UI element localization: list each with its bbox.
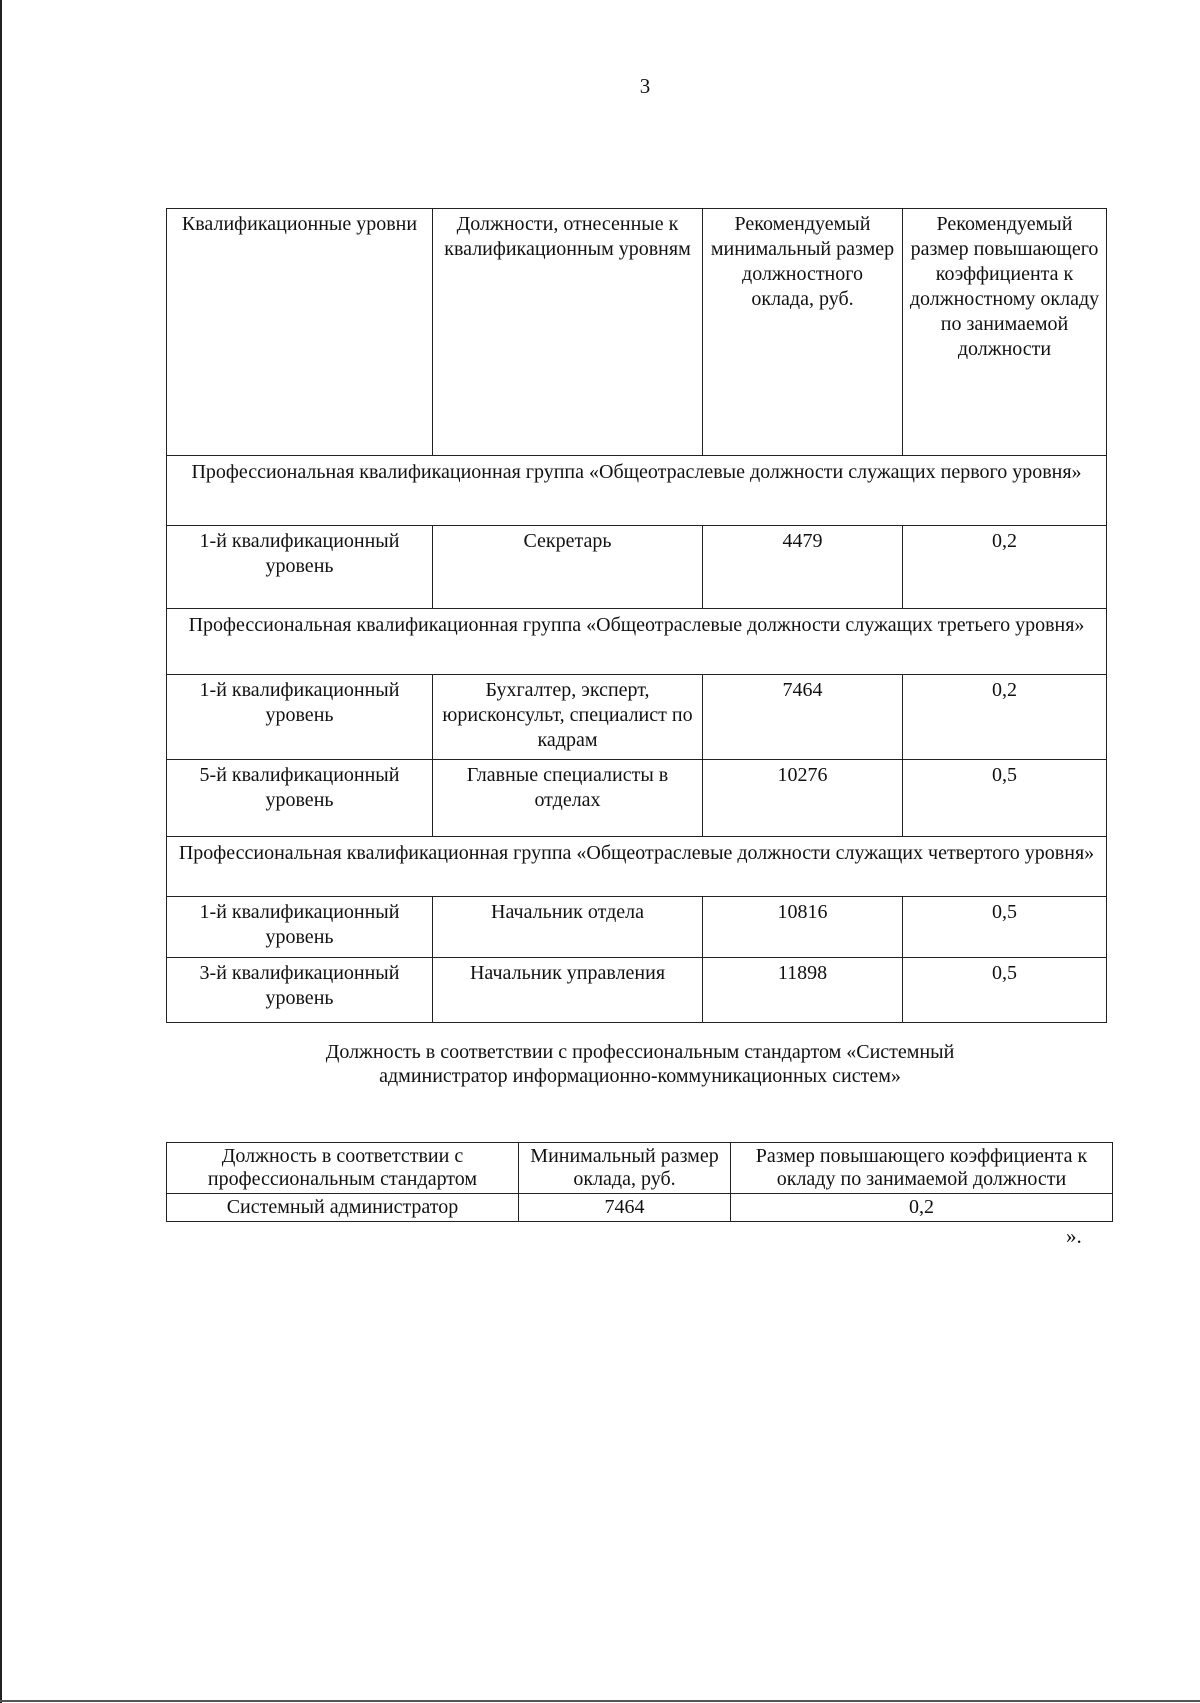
table-row (167, 526, 1107, 609)
standard-table (166, 1142, 1113, 1222)
table-row (167, 958, 1107, 1023)
position-cell: Начальник управления (433, 958, 703, 1023)
page-number: 3 (639, 74, 651, 98)
position-cell: Начальник отдела (433, 897, 703, 958)
header-positions: Должности, отнесенные к квалификационным уровням (433, 209, 703, 456)
group-row (167, 456, 1107, 526)
qualification-table (166, 208, 1107, 1023)
level-cell: 5-й квалификационный уровень (167, 760, 433, 837)
page-left-edge (0, 0, 2, 1703)
salary-cell: 4479 (703, 526, 903, 609)
table-header-row (167, 209, 1107, 456)
header-coefficient: Рекомендуемый размер повышающего коэффициента к должностному окладу по занимаемой должности (903, 209, 1107, 456)
position-cell: Системный администратор (167, 1194, 519, 1222)
table-row (167, 760, 1107, 837)
closing-quote-mark: ». (1066, 1224, 1082, 1248)
level-cell: 1-й квалификационный уровень (167, 675, 433, 760)
coefficient-cell: 0,2 (731, 1194, 1113, 1222)
position-cell: Бухгалтер, эксперт, юрисконсульт, специалист по кадрам (433, 675, 703, 760)
header-standard-salary: Минимальный размер оклада, руб. (519, 1143, 731, 1194)
coefficient-cell: 0,2 (903, 526, 1107, 609)
level-cell: 1-й квалификационный уровень (167, 526, 433, 609)
coefficient-cell: 0,2 (903, 675, 1107, 760)
group-title: Профессиональная квалификационная группа «Общеотраслевые должности служащих первого уровня» (167, 456, 1107, 526)
level-cell: 1-й квалификационный уровень (167, 897, 433, 958)
group-row (167, 837, 1107, 897)
page-bottom-edge (0, 1700, 1200, 1702)
table-row (167, 675, 1107, 760)
header-standard-position: Должность в соответствии с профессиональным стандартом (167, 1143, 519, 1194)
salary-cell: 11898 (703, 958, 903, 1023)
header-standard-coefficient: Размер повышающего коэффициента к окладу по занимаемой должности (731, 1143, 1113, 1194)
header-min-salary: Рекомендуемый минимальный размер должностного оклада, руб. (703, 209, 903, 456)
group-title: Профессиональная квалификационная группа «Общеотраслевые должности служащих третьего уровня» (167, 609, 1107, 675)
salary-cell: 10816 (703, 897, 903, 958)
salary-cell: 7464 (703, 675, 903, 760)
standard-section-title: Должность в соответствии с профессиональным стандартом «Системный администратор информационно-коммуникационных систем» (325, 1041, 955, 1087)
table-row (167, 897, 1107, 958)
salary-cell: 7464 (519, 1194, 731, 1222)
level-cell: 3-й квалификационный уровень (167, 958, 433, 1023)
table-row (167, 1194, 1113, 1222)
salary-cell: 10276 (703, 760, 903, 837)
position-cell: Секретарь (433, 526, 703, 609)
group-row (167, 609, 1107, 675)
position-cell: Главные специалисты в отделах (433, 760, 703, 837)
header-qualification-levels: Квалификационные уровни (167, 209, 433, 456)
standard-table-header-row (167, 1143, 1113, 1194)
coefficient-cell: 0,5 (903, 760, 1107, 837)
group-title: Профессиональная квалификационная группа «Общеотраслевые должности служащих четвертого уровня» (167, 837, 1107, 897)
coefficient-cell: 0,5 (903, 897, 1107, 958)
coefficient-cell: 0,5 (903, 958, 1107, 1023)
